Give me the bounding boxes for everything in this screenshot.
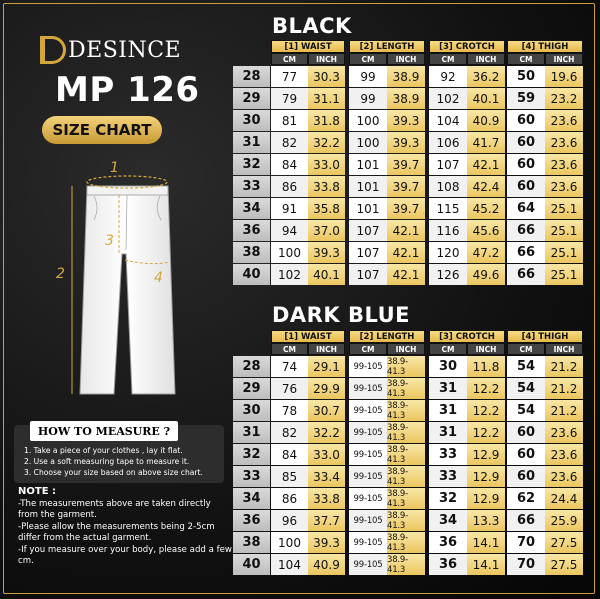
size-cell: 32 [233, 154, 270, 175]
length-inch-cell: 39.7 [387, 154, 425, 175]
waist-cm-cell: 86 [271, 488, 308, 509]
length-cm-cell: 99-105 [349, 532, 387, 553]
unit-cm-header: CM [429, 53, 467, 65]
waist-cm-cell: 82 [271, 422, 308, 443]
table-row [233, 400, 585, 422]
waist-inch-cell: 40.9 [308, 554, 345, 575]
unit-cm-header: CM [349, 343, 387, 355]
waist-inch-cell: 32.2 [308, 422, 345, 443]
waist-cm-cell: 77 [271, 66, 308, 87]
crotch-inch-cell: 14.1 [467, 554, 505, 575]
size-cell: 31 [233, 132, 270, 153]
waist-cm-cell: 81 [271, 110, 308, 131]
unit-cm-header: CM [271, 53, 308, 65]
length-inch-cell: 38.9 [387, 88, 425, 109]
crotch-cm-cell: 33 [429, 466, 467, 487]
thigh-cm-cell: 60 [507, 154, 545, 175]
thigh-inch-cell: 24.4 [545, 488, 583, 509]
thigh-cm-cell: 70 [507, 532, 545, 553]
crotch-inch-cell: 42.4 [467, 176, 505, 197]
length-cm-cell: 99 [349, 88, 387, 109]
thigh-cm-cell: 60 [507, 110, 545, 131]
waist-cm-cell: 100 [271, 242, 308, 263]
waist-inch-cell: 30.3 [308, 66, 345, 87]
thigh-cm-cell: 70 [507, 554, 545, 575]
pants-outline [80, 186, 175, 394]
length-cm-cell: 99 [349, 66, 387, 87]
thigh-cm-cell: 59 [507, 88, 545, 109]
size-cell: 29 [233, 378, 270, 399]
waist-cm-cell: 74 [271, 356, 308, 377]
table-row [233, 132, 585, 154]
table-row [233, 88, 585, 110]
column-header-length: [2] LENGTH [349, 40, 425, 53]
length-inch-cell: 38.9-41.3 [387, 444, 425, 465]
thigh-inch-cell: 25.1 [545, 242, 583, 263]
waist-inch-cell: 33.8 [308, 488, 345, 509]
note-line: -If you measure over your body, please add a few cm. [18, 544, 232, 566]
table-row [233, 198, 585, 220]
size-cell: 40 [233, 264, 270, 285]
model-number: MP 126 [55, 70, 200, 110]
how-to-step: 3. Choose your size based on above size chart. [24, 468, 203, 477]
table-row [233, 220, 585, 242]
thigh-cm-cell: 50 [507, 66, 545, 87]
how-to-measure-title: HOW TO MEASURE ? [30, 421, 178, 441]
black-section-title: BLACK [272, 14, 352, 38]
column-header-crotch: [3] CROTCH [429, 40, 505, 53]
waist-inch-cell: 30.7 [308, 400, 345, 421]
length-cm-cell: 99-105 [349, 378, 387, 399]
unit-cm-header: CM [429, 343, 467, 355]
crotch-cm-cell: 33 [429, 444, 467, 465]
table-row [233, 154, 585, 176]
crotch-inch-cell: 47.2 [467, 242, 505, 263]
thigh-cm-cell: 60 [507, 132, 545, 153]
unit-inch-header: INCH [467, 53, 505, 65]
waist-cm-cell: 82 [271, 132, 308, 153]
unit-cm-header: CM [507, 53, 545, 65]
pants-diagram [50, 150, 180, 400]
thigh-cm-cell: 66 [507, 264, 545, 285]
size-chart-badge: SIZE CHART [42, 116, 162, 144]
length-inch-cell: 38.9-41.3 [387, 532, 425, 553]
length-inch-cell: 38.9 [387, 66, 425, 87]
thigh-inch-cell: 27.5 [545, 532, 583, 553]
waist-inch-cell: 31.8 [308, 110, 345, 131]
thigh-inch-cell: 21.2 [545, 400, 583, 421]
crotch-inch-cell: 41.7 [467, 132, 505, 153]
unit-inch-header: INCH [467, 343, 505, 355]
crotch-inch-cell: 12.9 [467, 466, 505, 487]
thigh-inch-cell: 23.6 [545, 110, 583, 131]
crotch-inch-cell: 40.9 [467, 110, 505, 131]
length-inch-cell: 42.1 [387, 220, 425, 241]
unit-inch-header: INCH [545, 53, 583, 65]
length-inch-cell: 39.3 [387, 132, 425, 153]
thigh-inch-cell: 19.6 [545, 66, 583, 87]
crotch-inch-cell: 14.1 [467, 532, 505, 553]
brand-logo [40, 36, 181, 64]
crotch-cm-cell: 34 [429, 510, 467, 531]
crotch-inch-cell: 36.2 [467, 66, 505, 87]
length-inch-cell: 39.3 [387, 110, 425, 131]
size-cell: 28 [233, 356, 270, 377]
thigh-inch-cell: 23.6 [545, 132, 583, 153]
logo-d-icon [40, 36, 66, 64]
brand-name: DESINCE [68, 37, 182, 63]
column-header-waist: [1] WAIST [271, 330, 345, 343]
size-cell: 28 [233, 66, 270, 87]
unit-inch-header: INCH [545, 343, 583, 355]
waist-cm-cell: 91 [271, 198, 308, 219]
table-row [233, 422, 585, 444]
crotch-cm-cell: 36 [429, 554, 467, 575]
waist-cm-cell: 84 [271, 154, 308, 175]
length-inch-cell: 42.1 [387, 242, 425, 263]
waist-inch-cell: 37.7 [308, 510, 345, 531]
thigh-cm-cell: 60 [507, 176, 545, 197]
thigh-inch-cell: 23.6 [545, 154, 583, 175]
crotch-cm-cell: 31 [429, 422, 467, 443]
unit-inch-header: INCH [308, 53, 345, 65]
table-row [233, 66, 585, 88]
crotch-cm-cell: 116 [429, 220, 467, 241]
waist-inch-cell: 40.1 [308, 264, 345, 285]
how-to-steps [24, 445, 203, 478]
crotch-inch-cell: 12.2 [467, 422, 505, 443]
table-row [233, 488, 585, 510]
waist-inch-cell: 32.2 [308, 132, 345, 153]
waist-cm-cell: 84 [271, 444, 308, 465]
thigh-cm-cell: 60 [507, 466, 545, 487]
length-cm-cell: 99-105 [349, 356, 387, 377]
crotch-cm-cell: 31 [429, 378, 467, 399]
size-cell: 29 [233, 88, 270, 109]
size-cell: 38 [233, 242, 270, 263]
darkblue-section-title: DARK BLUE [272, 303, 410, 327]
table-row [233, 110, 585, 132]
waist-inch-cell: 31.1 [308, 88, 345, 109]
waist-inch-cell: 37.0 [308, 220, 345, 241]
unit-inch-header: INCH [387, 53, 425, 65]
column-header-waist: [1] WAIST [271, 40, 345, 53]
waist-inch-cell: 33.0 [308, 154, 345, 175]
length-inch-cell: 38.9-41.3 [387, 400, 425, 421]
waist-cm-cell: 102 [271, 264, 308, 285]
length-cm-cell: 101 [349, 154, 387, 175]
waist-inch-cell: 35.8 [308, 198, 345, 219]
crotch-inch-cell: 13.3 [467, 510, 505, 531]
crotch-cm-cell: 108 [429, 176, 467, 197]
diagram-number-2: 2 [56, 266, 65, 282]
how-to-step: 2. Use a soft measuring tape to measure it. [24, 457, 190, 466]
waist-cm-cell: 79 [271, 88, 308, 109]
length-inch-cell: 38.9-41.3 [387, 510, 425, 531]
how-to-step: 1. Take a piece of your clothes , lay it flat. [24, 446, 183, 455]
size-cell: 36 [233, 220, 270, 241]
crotch-inch-cell: 12.9 [467, 488, 505, 509]
note-line: -The measurements above are taken directly from the garment. [18, 498, 211, 520]
length-cm-cell: 99-105 [349, 422, 387, 443]
table-row [233, 466, 585, 488]
thigh-inch-cell: 23.2 [545, 88, 583, 109]
thigh-inch-cell: 27.5 [545, 554, 583, 575]
size-cell: 33 [233, 176, 270, 197]
length-cm-cell: 100 [349, 132, 387, 153]
thigh-inch-cell: 25.9 [545, 510, 583, 531]
table-row [233, 264, 585, 286]
thigh-inch-cell: 25.1 [545, 264, 583, 285]
size-cell: 38 [233, 532, 270, 553]
length-cm-cell: 99-105 [349, 444, 387, 465]
length-inch-cell: 39.7 [387, 198, 425, 219]
size-cell: 36 [233, 510, 270, 531]
thigh-cm-cell: 66 [507, 220, 545, 241]
length-inch-cell: 38.9-41.3 [387, 356, 425, 377]
thigh-cm-cell: 66 [507, 242, 545, 263]
waist-cm-cell: 104 [271, 554, 308, 575]
length-cm-cell: 107 [349, 264, 387, 285]
length-inch-cell: 38.9-41.3 [387, 378, 425, 399]
size-cell: 32 [233, 444, 270, 465]
thigh-inch-cell: 23.6 [545, 422, 583, 443]
length-inch-cell: 38.9-41.3 [387, 554, 425, 575]
crotch-inch-cell: 45.6 [467, 220, 505, 241]
unit-inch-header: INCH [308, 343, 345, 355]
length-cm-cell: 99-105 [349, 400, 387, 421]
waist-cm-cell: 78 [271, 400, 308, 421]
crotch-cm-cell: 115 [429, 198, 467, 219]
how-to-measure-box [14, 425, 224, 483]
waistband [87, 186, 168, 195]
thigh-cm-cell: 64 [507, 198, 545, 219]
table-row [233, 378, 585, 400]
unit-cm-header: CM [349, 53, 387, 65]
crotch-inch-cell: 12.9 [467, 444, 505, 465]
waist-inch-cell: 33.0 [308, 444, 345, 465]
length-inch-cell: 38.9-41.3 [387, 466, 425, 487]
crotch-inch-cell: 49.6 [467, 264, 505, 285]
thigh-inch-cell: 23.6 [545, 466, 583, 487]
column-header-thigh: [4] THIGH [507, 330, 583, 343]
table-row [233, 554, 585, 576]
table-row [233, 532, 585, 554]
size-cell: 34 [233, 198, 270, 219]
waist-inch-cell: 29.1 [308, 356, 345, 377]
thigh-cm-cell: 60 [507, 422, 545, 443]
waist-inch-cell: 39.3 [308, 242, 345, 263]
waist-cm-cell: 86 [271, 176, 308, 197]
length-inch-cell: 38.9-41.3 [387, 422, 425, 443]
size-cell: 30 [233, 400, 270, 421]
length-cm-cell: 107 [349, 220, 387, 241]
table-row [233, 242, 585, 264]
length-cm-cell: 107 [349, 242, 387, 263]
crotch-cm-cell: 107 [429, 154, 467, 175]
column-header-length: [2] LENGTH [349, 330, 425, 343]
crotch-cm-cell: 104 [429, 110, 467, 131]
length-cm-cell: 99-105 [349, 510, 387, 531]
unit-cm-header: CM [271, 343, 308, 355]
table-row [233, 356, 585, 378]
crotch-inch-cell: 12.2 [467, 400, 505, 421]
crotch-cm-cell: 30 [429, 356, 467, 377]
diagram-number-1: 1 [110, 160, 119, 176]
diagram-number-3: 3 [105, 233, 114, 249]
note-line: -Please allow the measurements being 2-5cm differ from the actual garment. [18, 521, 215, 543]
crotch-cm-cell: 31 [429, 400, 467, 421]
thigh-cm-cell: 54 [507, 356, 545, 377]
crotch-inch-cell: 11.8 [467, 356, 505, 377]
thigh-inch-cell: 25.1 [545, 198, 583, 219]
crotch-cm-cell: 106 [429, 132, 467, 153]
crotch-inch-cell: 12.2 [467, 378, 505, 399]
size-cell: 33 [233, 466, 270, 487]
size-cell: 31 [233, 422, 270, 443]
crotch-inch-cell: 45.2 [467, 198, 505, 219]
column-header-crotch: [3] CROTCH [429, 330, 505, 343]
unit-inch-header: INCH [387, 343, 425, 355]
length-cm-cell: 101 [349, 176, 387, 197]
crotch-cm-cell: 102 [429, 88, 467, 109]
length-cm-cell: 101 [349, 198, 387, 219]
length-inch-cell: 42.1 [387, 264, 425, 285]
crotch-inch-cell: 42.1 [467, 154, 505, 175]
waist-inch-cell: 33.4 [308, 466, 345, 487]
waist-inch-cell: 29.9 [308, 378, 345, 399]
thigh-inch-cell: 21.2 [545, 378, 583, 399]
note-title: NOTE : [18, 486, 57, 497]
waist-cm-cell: 94 [271, 220, 308, 241]
unit-cm-header: CM [507, 343, 545, 355]
size-cell: 34 [233, 488, 270, 509]
thigh-cm-cell: 54 [507, 400, 545, 421]
table-row [233, 510, 585, 532]
table-row [233, 176, 585, 198]
length-cm-cell: 99-105 [349, 554, 387, 575]
length-cm-cell: 99-105 [349, 488, 387, 509]
size-cell: 30 [233, 110, 270, 131]
waist-inch-cell: 33.8 [308, 176, 345, 197]
note-box [18, 486, 233, 568]
waist-cm-cell: 96 [271, 510, 308, 531]
length-inch-cell: 39.7 [387, 176, 425, 197]
thigh-inch-cell: 23.6 [545, 176, 583, 197]
thigh-cm-cell: 62 [507, 488, 545, 509]
thigh-cm-cell: 66 [507, 510, 545, 531]
table-row [233, 444, 585, 466]
thigh-inch-cell: 21.2 [545, 356, 583, 377]
diagram-number-4: 4 [154, 270, 163, 286]
length-cm-cell: 100 [349, 110, 387, 131]
size-cell: 40 [233, 554, 270, 575]
crotch-cm-cell: 36 [429, 532, 467, 553]
thigh-cm-cell: 54 [507, 378, 545, 399]
crotch-cm-cell: 92 [429, 66, 467, 87]
crotch-inch-cell: 40.1 [467, 88, 505, 109]
length-cm-cell: 99-105 [349, 466, 387, 487]
length-inch-cell: 38.9-41.3 [387, 488, 425, 509]
column-header-thigh: [4] THIGH [507, 40, 583, 53]
thigh-inch-cell: 23.6 [545, 444, 583, 465]
crotch-cm-cell: 126 [429, 264, 467, 285]
thigh-cm-cell: 60 [507, 444, 545, 465]
crotch-cm-cell: 120 [429, 242, 467, 263]
waist-cm-cell: 85 [271, 466, 308, 487]
thigh-inch-cell: 25.1 [545, 220, 583, 241]
waist-cm-cell: 76 [271, 378, 308, 399]
crotch-cm-cell: 32 [429, 488, 467, 509]
waist-cm-cell: 100 [271, 532, 308, 553]
waist-inch-cell: 39.3 [308, 532, 345, 553]
